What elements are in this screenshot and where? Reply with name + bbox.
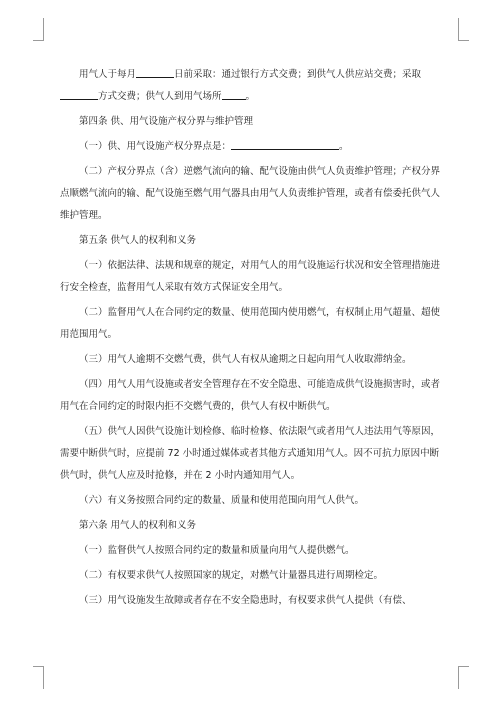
article-6-heading: 第六条 用气人的权利和义务	[79, 520, 197, 531]
article-4-heading: 第四条 供、用气设施产权分界与维护管理	[79, 116, 254, 127]
paragraph-5-1: （一）依据法律、法规和规章的规定，对用气人的用气设施运行状况和安全管理措施进行安全检查，监督用气人采取有效方式保证安全用气。	[60, 260, 441, 293]
paragraph-4-2: （二）产权分界点（含）逆燃气流向的输、配气设施由供气人负责维护管理；产权分界点顺燃气流向的输、配气设施至燃气用气器具由用气人负责维护管理，或者有偿委托供气人维护管理。	[60, 166, 441, 221]
fill-blank-method[interactable]	[60, 88, 98, 100]
fill-blank-boundary[interactable]	[231, 138, 339, 150]
fill-blank-day[interactable]	[136, 66, 174, 78]
article-5-heading: 第五条 供气人的权利和义务	[79, 235, 197, 246]
paragraph-5-4: （四）用气人用气设施或者安全管理存在不安全隐患、可能造成供气设施损害时，或者用气在合同约定的时限内拒不交燃气费的，供气人有权中断供气。	[60, 379, 441, 412]
paragraph-6-1: （一）监督供气人按照合同约定的数量和质量向用气人提供燃气。	[79, 545, 355, 556]
paragraph-6-3: （三）用气设施发生故障或者存在不安全隐患时，有权要求供气人提供（有偿、	[79, 595, 412, 606]
paragraph-5-3: （三）用气人逾期不交燃气费，供气人有权从逾期之日起向用气人收取滞纳金。	[79, 354, 412, 365]
crop-mark-top-left	[33, 18, 44, 41]
paragraph-payment: 用气人于每月 日前采取：通过银行方式交费；到供气人供应站交费；采取方式交费；供气人到用气场所 。	[60, 64, 445, 108]
paragraph-6-2: （二）有权要求供气人按照国家的规定，对燃气计量器具进行周期检定。	[79, 570, 384, 581]
document-body	[60, 64, 445, 615]
paragraph-4-1: （一）供、用气设施产权分界点是： 。	[60, 136, 445, 158]
crop-mark-bottom-left	[33, 666, 44, 689]
paragraph-5-2: （二）监督用气人在合同约定的数量、使用范围内使用燃气，有权制止用气超量、超使用范围用气。	[60, 307, 441, 340]
paragraph-5-6: （六）有义务按照合同约定的数量、质量和使用范围向用气人供气。	[79, 495, 365, 506]
crop-mark-bottom-right	[458, 666, 469, 689]
crop-mark-top-right	[458, 18, 469, 41]
fill-blank-site[interactable]	[222, 88, 246, 100]
paragraph-5-5: （五）供气人因供气设施计划检修、临时检修、依法限气或者用气人违法用气等原因，需要中断供气时，应提前 72 小时通过媒体或者其他方式通知用气人。因不可抗力原因中断供气时，供气人应及时抢修，并在 2 小时内通知用气人。	[60, 426, 441, 481]
